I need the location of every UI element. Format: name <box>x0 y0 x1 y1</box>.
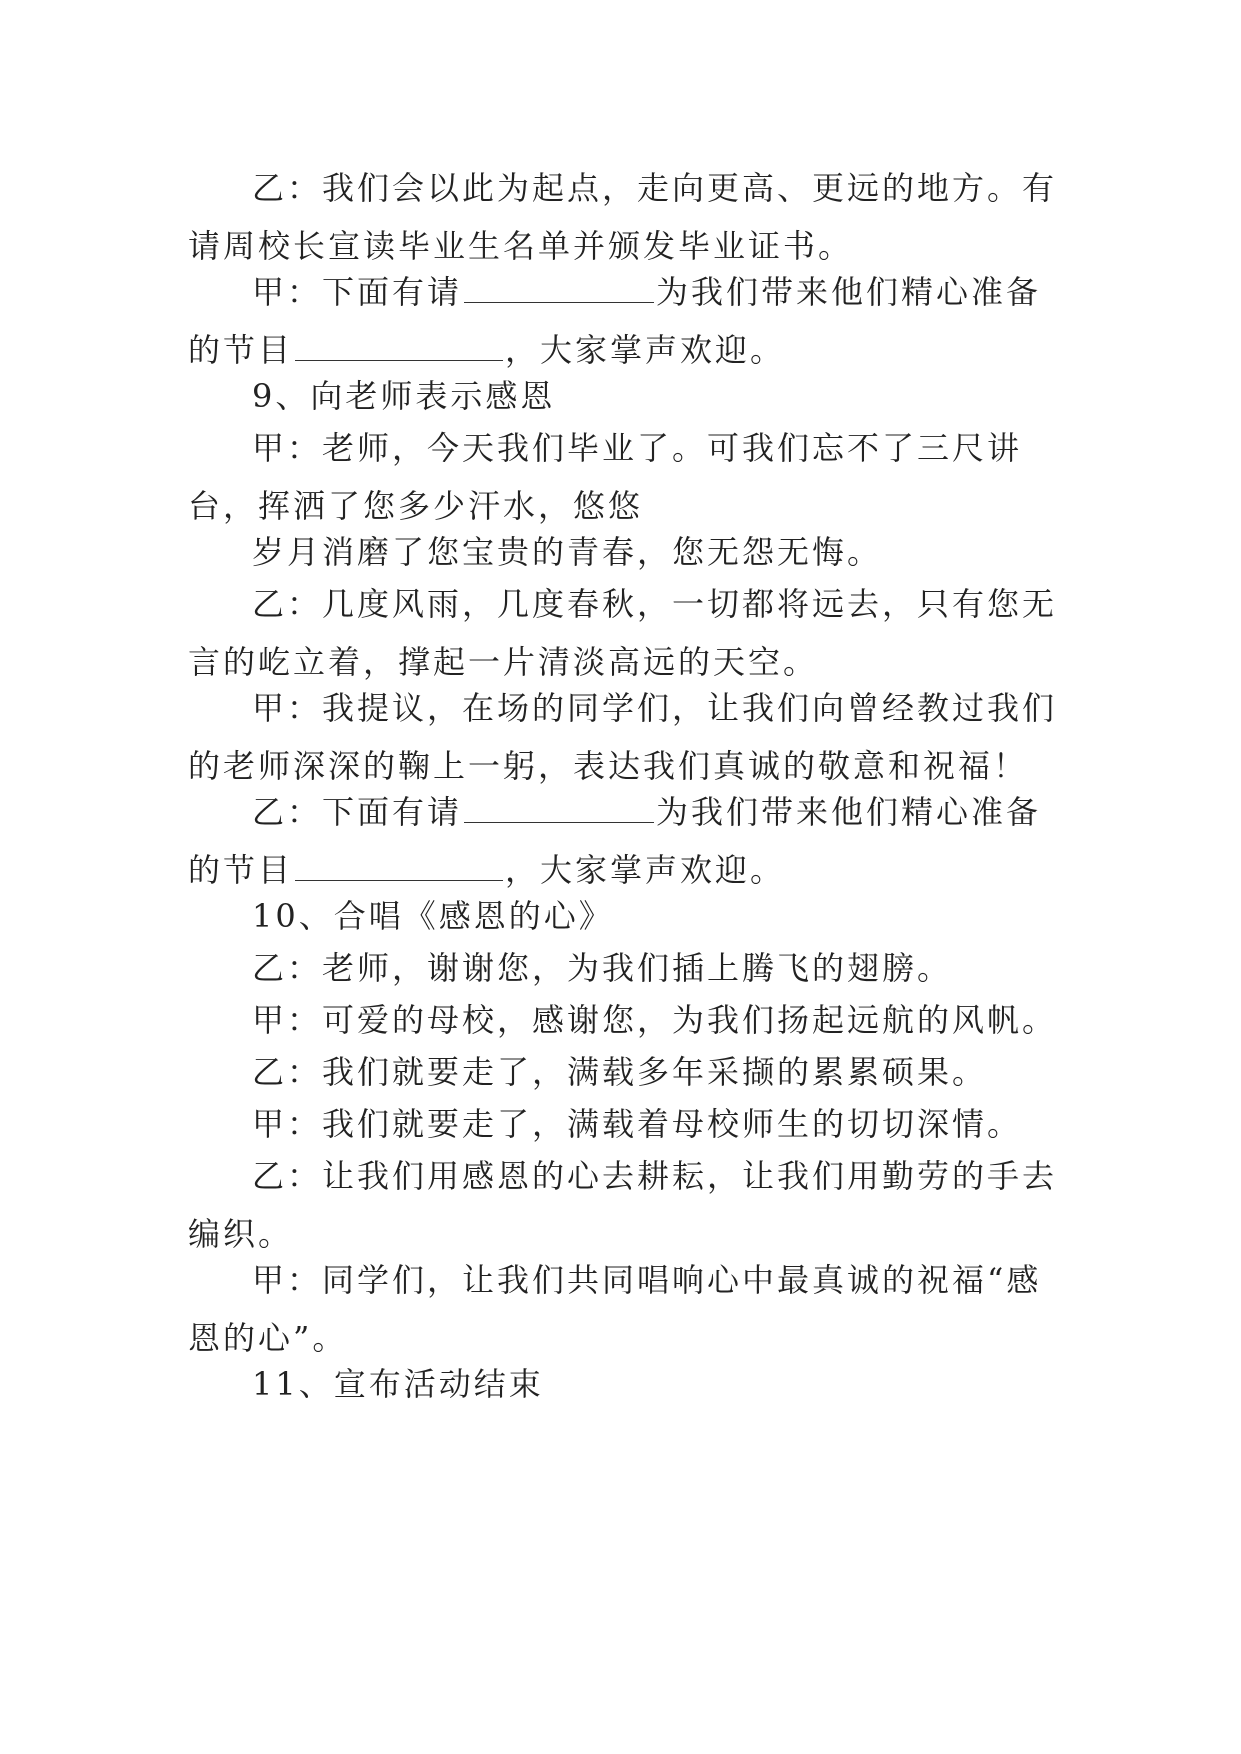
paragraph-text: 为我们带来他们精心准备的节目 <box>188 793 1042 889</box>
paragraph-dialogue: 甲：老师，今天我们毕业了。可我们忘不了三尺讲台，挥洒了您多少汗水，悠悠 <box>188 429 1023 525</box>
fill-in-blank <box>295 852 503 881</box>
section-heading: 9、向老师表示感恩 <box>252 377 556 415</box>
fill-in-blank <box>464 794 654 823</box>
paragraph-text: 甲：下面有请 <box>252 273 463 311</box>
paragraph-dialogue: 甲：我提议，在场的同学们，让我们向曾经教过我们的老师深深的鞠上一躬，表达我们真诚的敬意和祝福！ <box>188 689 1058 785</box>
paragraph-text: ，大家掌声欢迎。 <box>505 330 786 369</box>
fill-in-blank <box>295 332 503 361</box>
paragraph-text: 乙：下面有请 <box>252 793 463 831</box>
paragraph-dialogue: 乙：我们就要走了，满载多年采撷的累累硕果。 <box>252 1053 988 1091</box>
paragraph-text: 为我们带来他们精心准备的节目 <box>188 273 1042 369</box>
section-heading: 11、宣布活动结束 <box>252 1365 544 1403</box>
section-heading: 10、合唱《感恩的心》 <box>252 897 614 935</box>
paragraph-dialogue-with-blanks <box>188 264 1058 379</box>
paragraph-dialogue: 甲：可爱的母校，感谢您，为我们扬起远航的风帆。 <box>252 1001 1058 1039</box>
paragraph-dialogue: 甲：同学们，让我们共同唱响心中最真诚的祝福“感恩的心”。 <box>188 1261 1042 1357</box>
paragraph-dialogue: 乙：我们会以此为起点，走向更高、更远的地方。有请周校长宣读毕业生名单并颁发毕业证书。 <box>188 169 1058 265</box>
fill-in-blank <box>464 274 654 303</box>
paragraph-text: 岁月消磨了您宝贵的青春，您无怨无悔。 <box>252 533 883 571</box>
paragraph-dialogue: 甲：我们就要走了，满载着母校师生的切切深情。 <box>252 1105 1023 1143</box>
paragraph-dialogue: 乙：老师，谢谢您，为我们插上腾飞的翅膀。 <box>252 949 953 987</box>
paragraph-text: ，大家掌声欢迎。 <box>505 850 786 889</box>
paragraph-dialogue: 乙：几度风雨，几度春秋，一切都将远去，只有您无言的屹立着，撑起一片清淡高远的天空。 <box>188 585 1058 681</box>
paragraph-dialogue-with-blanks <box>188 784 1058 899</box>
paragraph-dialogue: 乙：让我们用感恩的心去耕耘，让我们用勤劳的手去编织。 <box>188 1157 1058 1253</box>
